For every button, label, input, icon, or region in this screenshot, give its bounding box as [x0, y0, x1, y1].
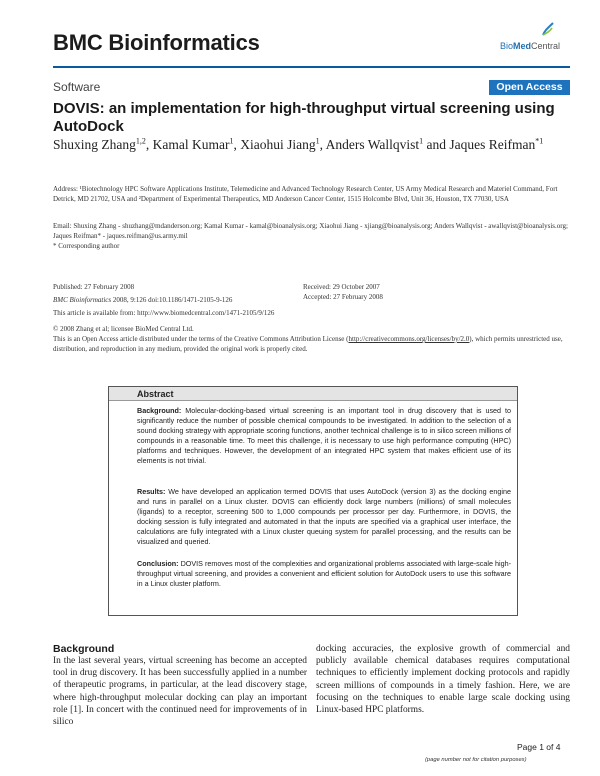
license-link[interactable]: http://creativecommons.org/licenses/by/2.0	[348, 335, 470, 343]
abstract-results: Results: We have developed an application termed DOVIS that uses AutoDock (version 3) as the docking engine and runs in parallel on a Linux cluster. DOVIS can efficiently dock large numbers (millions) of small molecules (ligands) to a receptor, screening 500 to 1,000 compounds per processor per day. Furthermore, in DOVIS, the docking session is fully integrated and automated in that the inputs are specified via a graphical user interface, the calculations are fully integrated with a Linux cluster queuing system for parallel processing, and the results can be visualized and queried.	[137, 487, 511, 546]
body-column-left: In the last several years, virtual screening has become an accepted tool in drug discovery. It has been successfully applied in a number of therapeutic programs, in particular, at the lead discovery stage, where high-throughput molecular docking can play an important role [1]. In concert with the continued need for improvements of in silico	[53, 656, 307, 728]
author-emails: Email: Shuxing Zhang - shuzhang@mdanderson.org; Kamal Kumar - kamal@bioanalysis.org; Xiaohui Jiang - xjiang@bioanalysis.org; Anders Wallqvist - awallqvist@bioanalysis.org; Jaques Reifman* - jaques.reifman@us.army.mil	[53, 222, 568, 240]
biomed-central-logo-icon	[542, 22, 554, 36]
author-name: Anders Wallqvist	[325, 137, 420, 152]
page-number: Page 1 of 4	[517, 742, 561, 752]
page-number-note: (page number not for citation purposes)	[425, 757, 527, 763]
background-heading: Background	[53, 643, 115, 655]
received-date: Received: 29 October 2007	[303, 283, 380, 291]
abstract-box	[108, 386, 518, 616]
article-section-type: Software	[53, 80, 101, 94]
body-column-right: docking accuracies, the explosive growth of commercial and publicly available chemical databases requires computational techniques to efficiently implement docking protocols and rapidly screen millions of compounds in a timely fashion. Here, we are focusing on the techniques to enable large scale docking using Linux-based HPC platforms.	[316, 644, 570, 716]
author-name: Kamal Kumar	[152, 137, 230, 152]
author-name: Xiaohui Jiang	[240, 137, 316, 152]
author-name: Shuxing Zhang	[53, 137, 136, 152]
author-list: Shuxing Zhang$^{1,2}$, Kamal Kumar$^1$, Xiaohui Jiang$^1$, Anders Wallqvist$^1$ and Jaques Reifman$^{*1}$	[53, 136, 544, 152]
article-title: DOVIS: an implementation for high-throughput virtual screening using AutoDock	[53, 100, 555, 135]
biomed-central-logo[interactable]	[500, 22, 570, 56]
article-url[interactable]: This article is available from: http://www.biomedcentral.com/1471-2105/9/126	[53, 309, 275, 317]
abstract-conclusion: Conclusion: DOVIS removes most of the complexities and organizational problems associated with large-scale high-throughput virtual screening, and provides a convenient and efficient solution for AutoDock users to use this software in a Linux cluster platform.	[137, 559, 511, 588]
citation-line: BMC Bioinformatics 2008, 9:126 doi:10.1186/1471-2105-9-126	[53, 296, 233, 304]
accepted-date: Accepted: 27 February 2008	[303, 293, 383, 301]
header-rule	[53, 66, 570, 68]
abstract-heading: Abstract	[109, 387, 517, 401]
license-statement: This is an Open Access article distributed under the terms of the Creative Commons Attribution License (http://creativecommons.org/licenses/by/2.0), which permits unrestricted use, distribution, and reproduction in any medium, provided the original work is properly cited.	[53, 335, 563, 353]
author-affiliation: 1,2	[135, 136, 146, 146]
author-affiliation: 1	[315, 136, 320, 146]
open-access-badge: Open Access	[489, 80, 570, 95]
published-date: Published: 27 February 2008	[53, 283, 135, 291]
author-affiliation: 1	[229, 136, 234, 146]
copyright-notice: © 2008 Zhang et al; licensee BioMed Central Ltd.	[53, 325, 194, 333]
affiliation-address: Address: ¹Biotechnology HPC Software Applications Institute, Telemedicine and Advanced Technology Research Center, US Army Medical Research and Materiel Command, Fort Detrick, MD 21702, USA and ²Department of Experimental Therapeutics, MD Anderson Cancer Center, 1515 Holcombe Blvd, Unit 36, Houston, TX 77030, USA	[53, 185, 558, 203]
author-affiliation: *1	[535, 136, 544, 146]
corresponding-author-note: * Corresponding author	[53, 242, 120, 250]
biomed-central-logo-text: BioMedCentral	[500, 41, 561, 51]
abstract-background: Background: Molecular-docking-based virtual screening is an important tool in drug discovery that is used to significantly reduce the number of possible chemical compounds to be investigated. In addition to the selection of a sound docking strategy with appropriate scoring functions, another technical challenge is to in silico screen millions of compounds in a reasonable time. To meet this challenge, it is necessary to use high performance computing (HPC) platforms and techniques. However, the development of an integrated HPC system that makes efficient use of its elements is not trivial.	[137, 406, 511, 465]
journal-title: BMC Bioinformatics	[53, 30, 260, 55]
author-affiliation: 1	[419, 136, 424, 146]
author-name: Jaques Reifman	[449, 137, 536, 152]
